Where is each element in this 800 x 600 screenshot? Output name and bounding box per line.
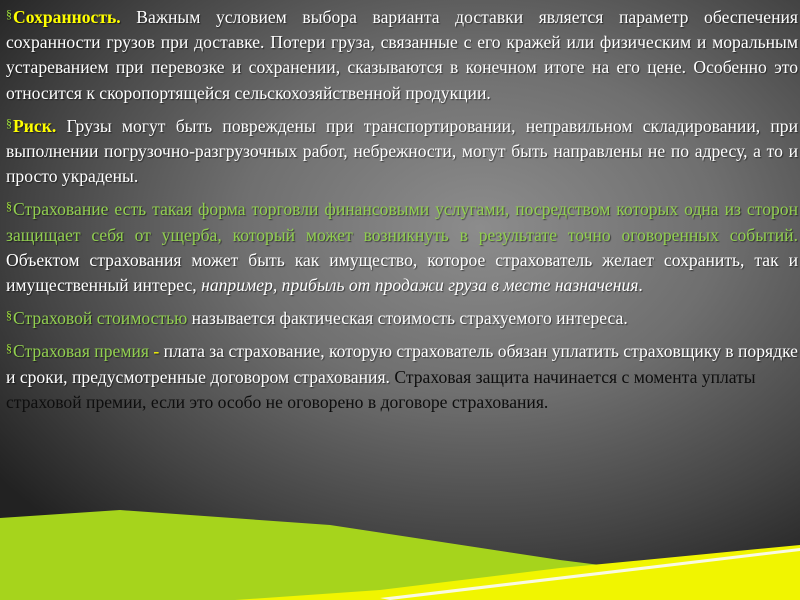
keyword-risk: Риск.	[13, 115, 57, 136]
term-insurance-premium: Страховая премия	[13, 341, 149, 362]
bullet-icon: §	[6, 7, 12, 21]
insurance-definition: Страхование есть такая форма торговли финансовыми услугами, посредством которых одна из сторон защищает себя от ущерба, который может возникнуть в результате точно оговоренных событий.	[6, 199, 798, 245]
paragraph-risk	[6, 111, 798, 190]
paragraph-text: Грузы могут быть повреждены при транспортировании, неправильном складировании, при выполнении погрузочно-разгрузочных работ, небрежности, могут быть направлены не по адресу, а то и просто украдены.	[6, 115, 798, 187]
slide-content	[6, 2, 798, 420]
term-insured-value: Страховой стоимостью	[13, 308, 188, 329]
bullet-icon: §	[6, 199, 12, 214]
bullet-icon: §	[6, 115, 12, 130]
paragraph-end: .	[638, 275, 643, 296]
bullet-icon: §	[6, 341, 12, 356]
paragraph-text-dark: Страховая защита начинается с момента уплаты страховой премии, если это особо не оговорено в договоре страхования.	[6, 366, 756, 412]
paragraph-text: Важным условием выбора варианта доставки является параметр обеспечения сохранности грузов при доставке. Потери груза, связанные с его кражей или физическим и моральным устареванием при перевозке и сохранении, сказываются в конечном итоге на его цене. Особенно это относится к скоропортящейся сельскохозяйственной продукции.	[6, 7, 798, 103]
paragraph-text: плата за страхование, которую страхователь обязан уплатить страховщику в порядке и сроки, предусмотренные договором страхования.	[6, 341, 798, 387]
keyword-safety: Сохранность.	[13, 7, 121, 27]
paragraph-insurance	[6, 194, 798, 298]
paragraph-text: Объектом страхования может быть как имущество, которое страхователь желает сохранить, так и имущественный интерес,	[6, 249, 798, 296]
example-text: например, прибыль от продажи груза в месте назначения	[201, 275, 639, 296]
paragraph-insured-value	[6, 303, 798, 331]
paragraph-insurance-premium	[6, 336, 798, 415]
dash: -	[148, 341, 164, 362]
bullet-icon: §	[6, 308, 12, 323]
paragraph-safety	[6, 2, 798, 106]
paragraph-text: называется фактическая стоимость страхуемого интереса.	[187, 308, 628, 329]
